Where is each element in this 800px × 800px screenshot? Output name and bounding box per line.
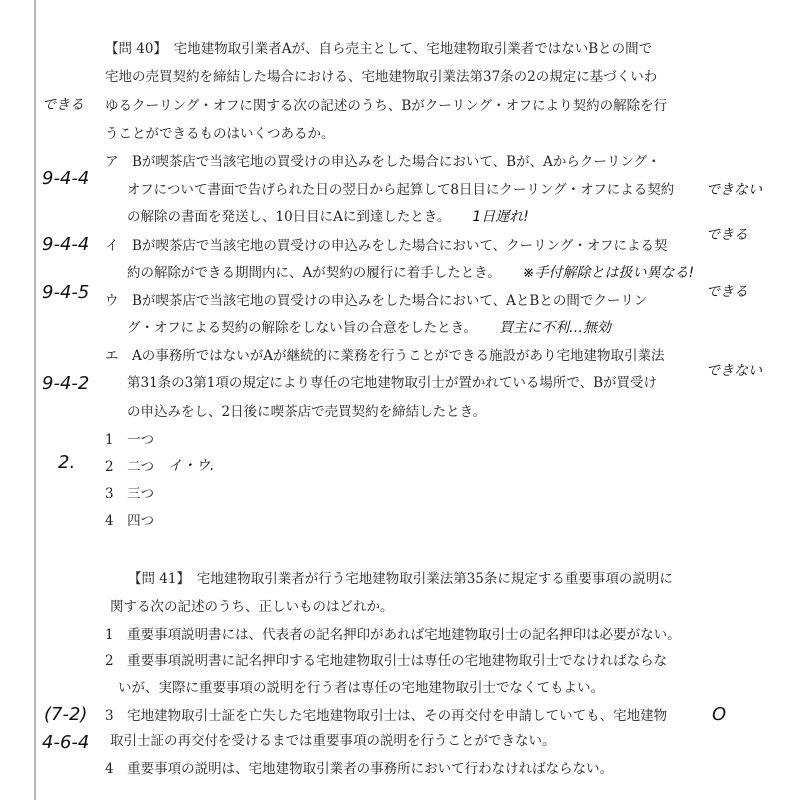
annotation-note: 買主に不利…無効 — [499, 320, 612, 336]
annotation-can-text: できる — [42, 97, 84, 113]
question-40-option-text: 4 四つ — [105, 513, 155, 529]
question-40-option-text: 1 一つ — [105, 432, 155, 448]
question-40-text-line — [127, 264, 694, 282]
question-40-option-text: 3 三つ — [105, 486, 155, 502]
question-41-text-line — [105, 652, 667, 670]
question-40-text-line — [105, 237, 667, 255]
question-40-text-line — [105, 68, 657, 86]
question-40-text-line — [127, 374, 657, 392]
annotation-ref-text: 4-6-4 — [42, 732, 90, 753]
annotation-note-text: イ・ウ. — [168, 458, 215, 474]
question-40-text-line-text: の申込みをし、2日後に喫茶店で売買契約を締結したとき。 — [127, 404, 487, 420]
annotation-ref-text: 9-4-4 — [42, 234, 90, 255]
question-40-text-line-text: イ Bが喫茶店で当該宅地の買受けの申込みをした場合において、クーリング・オフによる契 — [105, 238, 668, 254]
question-41-text-line-text: 1 重要事項説明書には、代表者の記名押印があれば宅地建物取引士の記名押印は必要がない。 — [105, 627, 681, 643]
question-41-text-line-text: いが、実際に重要事項の説明を行う者は専任の宅地建物取引士でなくてもよい。 — [118, 680, 604, 696]
question-40-option — [105, 485, 154, 503]
question-41-text-line — [105, 760, 613, 778]
annotation-cannot — [706, 362, 762, 380]
question-40-text-line-text: 第31条の3第1項の規定により専任の宅地建物取引士が置かれている場所で、Bが買受け — [127, 375, 658, 391]
question-40-option-text: 2 二つ — [105, 459, 155, 475]
annotation-cannot — [706, 181, 762, 199]
annotation-cannot-text: できない — [706, 182, 762, 198]
annotation-cannot-text: できない — [706, 363, 762, 379]
annotation-correct-mark — [712, 706, 726, 724]
question-41-text-line-text: 関する次の記述のうち、正しいものはどれか。 — [110, 599, 394, 615]
annotation-ref — [42, 734, 89, 752]
annotation-ref-text: (7-2) — [44, 704, 88, 725]
question-40-text-line — [105, 97, 667, 115]
annotation-note — [168, 457, 214, 475]
question-40-text-line-text: ゆるクーリング・オフに関する次の記述のうち、Bがクーリング・オフにより契約の解除を行 — [105, 98, 668, 114]
annotation-ref — [42, 236, 89, 254]
annotation-ref — [42, 375, 89, 393]
question-40-text-line-text: 宅地の売買契約を締結した場合における、宅地建物取引業法第37条の2の規定に基づくいわ — [105, 69, 658, 85]
question-41-text-line — [105, 707, 667, 725]
question-41-text-line — [105, 626, 681, 644]
question-40-text-line-text: 約の解除ができる期間内に、Aが契約の履行に着手したとき。 — [127, 265, 501, 281]
question-40-option — [105, 458, 154, 476]
question-40-option — [105, 512, 154, 530]
question-41-text-line-text: 3 宅地建物取引士証を亡失した宅地建物取引士は、その再交付を申請していても、宅地建物 — [105, 708, 668, 724]
question-40-text-line — [105, 125, 335, 143]
question-40-text-line-text: の解除の書面を発送し、10日目にAに到達したとき。 — [127, 209, 451, 225]
question-40-text-line-text: グ・オフによる契約の解除をしない旨の合意をしたとき。 — [127, 320, 478, 336]
question-40-text-line — [127, 403, 486, 421]
question-40-text-line — [105, 40, 652, 58]
question-40-text-line-text: 【問 40】 宅地建物取引業者Aが、自ら売主として、宅地建物取引業者ではないBとの間で — [105, 41, 653, 57]
question-40-text-line-text: ウ Bが喫茶店で当該宅地の買受けの申込みをした場合において、AとBとの間でクーリン — [105, 293, 648, 309]
question-40-text-line — [127, 181, 674, 199]
annotation-ref — [42, 170, 89, 188]
question-40-option — [105, 431, 154, 449]
annotation-can — [42, 96, 84, 114]
question-41-text-line-text: 4 重要事項の説明は、宅地建物取引業者の事務所において行わなければならない。 — [105, 761, 614, 777]
question-40-text-line — [105, 347, 665, 365]
annotation-can — [706, 283, 748, 301]
annotation-ref-text: 9-4-4 — [42, 168, 90, 189]
annotation-can — [706, 226, 748, 244]
page-margin-line — [34, 0, 36, 800]
question-40-text-line-text: エ Aの事務所ではないがAが継続的に業務を行うことができる施設があり宅地建物取引業法 — [105, 348, 665, 364]
question-40-text-line — [127, 319, 611, 337]
annotation-can-text: できる — [706, 284, 748, 300]
question-40-text-line — [105, 292, 647, 310]
question-41-text-line-text: 2 重要事項説明書に記名押印する宅地建物取引士は専任の宅地建物取引士でなければならな — [105, 653, 668, 669]
annotation-ref — [42, 284, 89, 302]
annotation-ref-text: 9-4-5 — [42, 282, 90, 303]
question-40-text-line-text: ア Bが喫茶店で当該宅地の買受けの申込みをした場合において、Bが、Aからクーリング・ — [105, 154, 661, 170]
question-41-text-line-text: 取引士証の再交付を受けるまでは重要事項の説明を行うことができない。 — [110, 733, 556, 749]
annotation-can-text: できる — [706, 227, 748, 243]
annotation-answer — [58, 454, 75, 472]
annotation-correct-mark-text: O — [712, 704, 727, 725]
question-41-text-line — [110, 732, 556, 750]
annotation-ref — [44, 706, 87, 724]
question-40-text-line — [105, 153, 661, 171]
question-40-text-line — [127, 208, 529, 226]
annotation-ref-text: 9-4-2 — [42, 373, 90, 394]
question-40-text-line-text: オフについて書面で告げられた日の翌日から起算して8日目にクーリング・オフによる契約 — [127, 182, 675, 198]
question-41-text-line — [110, 598, 394, 616]
annotation-note: ※手付解除とは扱い異なる! — [522, 265, 695, 281]
annotation-answer-text: 2. — [58, 452, 76, 473]
question-41-text-line — [118, 679, 604, 697]
question-41-text-line — [128, 570, 673, 588]
annotation-note: 1日遅れ! — [472, 209, 529, 225]
question-41-text-line-text: 【問 41】 宅地建物取引業者が行う宅地建物取引業法第35条に規定する重要事項の説明に — [128, 571, 673, 587]
question-40-text-line-text: うことができるものはいくつあるか。 — [105, 126, 335, 142]
